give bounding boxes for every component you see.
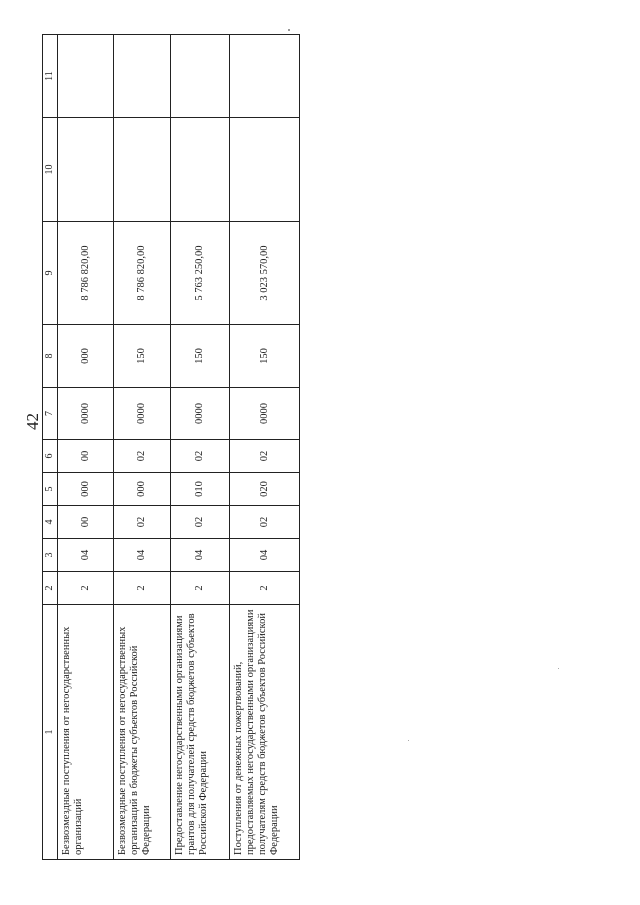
table-cell: 04 xyxy=(171,539,230,572)
table-cell: 5 763 250,00 xyxy=(171,222,230,325)
table-cell: 8 786 820,00 xyxy=(58,222,114,325)
table-cell: 00 xyxy=(58,440,114,473)
row-name: Предоставление негосударственными организациями грантов для получателей средств бюджетов субъектов Российской Федерации xyxy=(171,605,230,860)
table-cell: 2 xyxy=(230,572,300,605)
table-cell xyxy=(114,118,171,222)
table-cell: 04 xyxy=(58,539,114,572)
table-cell: 150 xyxy=(114,325,171,388)
table-cell: 000 xyxy=(58,325,114,388)
table-cell: 150 xyxy=(171,325,230,388)
table-cell: 150 xyxy=(230,325,300,388)
scan-speck xyxy=(408,740,409,741)
table-cell: 00 xyxy=(58,506,114,539)
table-row xyxy=(230,35,300,860)
table-cell: 2 xyxy=(114,572,171,605)
table-row xyxy=(58,35,114,860)
table-row xyxy=(114,35,171,860)
table-cell xyxy=(230,35,300,118)
row-name: Безвозмездные поступления от негосударственных организаций xyxy=(58,605,114,860)
table-cell: 000 xyxy=(114,473,171,506)
scan-mark xyxy=(288,29,290,31)
column-header: 1 xyxy=(43,605,58,860)
table-cell: 2 xyxy=(58,572,114,605)
table-cell xyxy=(171,118,230,222)
table-cell: 02 xyxy=(114,440,171,473)
table-cell: 0000 xyxy=(230,388,300,440)
column-header: 10 xyxy=(43,118,58,222)
row-name: Поступления от денежных пожертвований, предоставляемых негосударственными организациями получателям средств бюджетов субъектов Российской Федерации xyxy=(230,605,300,860)
column-header: 11 xyxy=(43,35,58,118)
column-header: 6 xyxy=(43,440,58,473)
column-header: 9 xyxy=(43,222,58,325)
table-cell xyxy=(114,35,171,118)
table-cell: 04 xyxy=(230,539,300,572)
table-cell: 04 xyxy=(114,539,171,572)
column-header: 3 xyxy=(43,539,58,572)
table-cell xyxy=(230,118,300,222)
row-name: Безвозмездные поступления от негосударственных организаций в бюджеты субъектов Российской Федерации xyxy=(114,605,171,860)
table-cell: 3 023 570,00 xyxy=(230,222,300,325)
column-header: 8 xyxy=(43,325,58,388)
table-cell: 0000 xyxy=(171,388,230,440)
table-cell: 02 xyxy=(114,506,171,539)
table-cell xyxy=(58,35,114,118)
column-header: 5 xyxy=(43,473,58,506)
column-header: 7 xyxy=(43,388,58,440)
table-header-row xyxy=(43,35,58,860)
table-cell: 0000 xyxy=(58,388,114,440)
table-cell xyxy=(58,118,114,222)
budget-table xyxy=(42,34,300,860)
scan-speck xyxy=(558,668,559,669)
table-row xyxy=(171,35,230,860)
column-header: 4 xyxy=(43,506,58,539)
column-header: 2 xyxy=(43,572,58,605)
table-cell: 020 xyxy=(230,473,300,506)
table-cell: 010 xyxy=(171,473,230,506)
budget-table-container xyxy=(42,35,298,860)
table-cell: 0000 xyxy=(114,388,171,440)
table-cell: 000 xyxy=(58,473,114,506)
table-cell: 02 xyxy=(171,440,230,473)
table-cell: 2 xyxy=(171,572,230,605)
table-cell: 8 786 820,00 xyxy=(114,222,171,325)
table-cell: 02 xyxy=(230,440,300,473)
table-cell: 02 xyxy=(230,506,300,539)
page-number: 42 xyxy=(23,413,42,430)
table-cell xyxy=(171,35,230,118)
table-cell: 02 xyxy=(171,506,230,539)
